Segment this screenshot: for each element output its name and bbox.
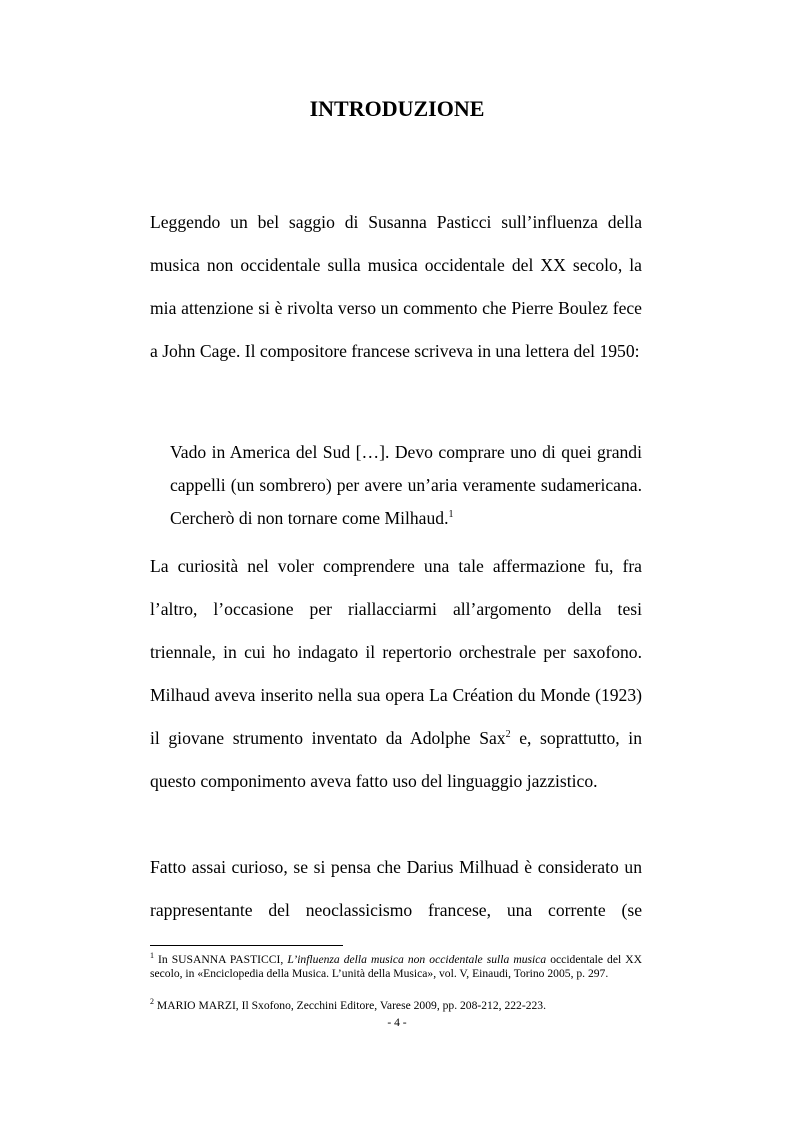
intro-paragraph: Leggendo un bel saggio di Susanna Pasticci sull’influenza della musica non occidentale sulla musica occidentale del XX secolo, la mia attenzione si è rivolta verso un commento che Pierre Boulez fece a John Cage. Il compositore francese scriveva in una lettera del 1950:: [150, 212, 642, 361]
footnote-2: [150, 999, 642, 1013]
page-number: - 4 -: [387, 1016, 407, 1029]
footnote-1: [150, 953, 642, 981]
footnote-2-text: MARIO MARZI, Il Sxofono, Zecchini Editore, Varese 2009, pp. 208-212, 222-223.: [154, 999, 546, 1012]
paragraph-2-text-a: La curiosità nel voler comprendere una tale affermazione fu, fra l’altro, l’occasione per riallacciarmi all’argomento della tesi triennale, in cui ho indagato il repertorio orchestrale per saxofono. Milhaud aveva inserito nella sua opera La Création du Monde (1923) il giovane strumento inventato da Adolphe Sax: [150, 556, 642, 748]
footnote-1-number: 1: [150, 951, 154, 960]
footnote-ref-2: 2: [505, 729, 511, 740]
body-paragraph-3: Fatto assai curioso, se si pensa che Darius Milhuad è considerato un rappresentante del neoclassicismo francese, una corrente (se: [150, 857, 642, 920]
footnote-1-details: occidentale del XX secolo, in «Enciclopedia della Musica. L’unità della Musica», vol. V, Einaudi, Torino 2005, p. 297.: [150, 953, 642, 980]
paragraph-2-text-b: e, soprattutto, in questo componimento aveva fatto uso del linguaggio jazzistico.: [150, 728, 642, 791]
body-paragraph-2: [150, 545, 642, 803]
quote-text: Vado in America del Sud […]. Devo comprare uno di quei grandi cappelli (un sombrero) per avere un’aria veramente sudamericana. Cercherò di non tornare come Milhaud.: [170, 442, 642, 528]
footnote-divider: [150, 945, 343, 946]
block-quote: [170, 436, 642, 535]
footnote-ref-1: 1: [448, 509, 454, 520]
footnote-1-prefix: In SUSANNA PASTICCI,: [154, 953, 288, 966]
footnote-1-work-title: L’influenza della musica non occidentale sulla musica: [287, 953, 547, 966]
chapter-title: INTRODUZIONE: [309, 96, 485, 121]
footnote-2-number: 2: [150, 997, 154, 1006]
